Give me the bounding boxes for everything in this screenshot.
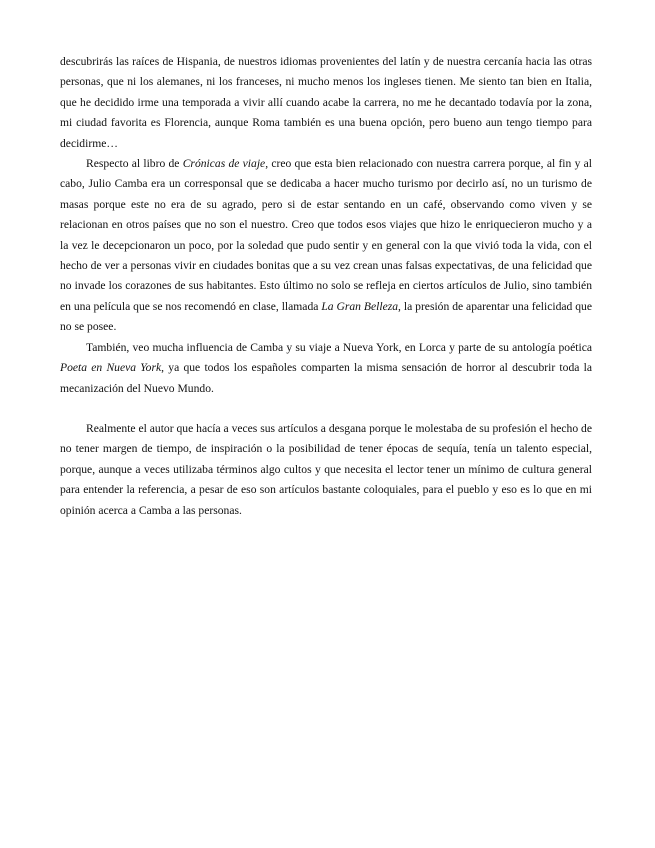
document-page xyxy=(60,52,592,521)
paragraph-1-text: descubrirás las raíces de Hispania, de nuestros idiomas provenientes del latín y de nuestra cercanía hacia las otras personas, que ni los alemanes, ni los franceses, ni mucho menos los ingleses tienen. Me siento tan bien en Italia, que he decidido irme una temporada a vivir allí cuando acabe la carrera, no me he decantado todavía por la zona, mi ciudad favorita es Florencia, aunque Roma también es una buena opción, pero bueno aun tengo tiempo para decidirme… xyxy=(60,55,592,150)
paragraph-2-text-e: , la presión de aparentar una felicidad que no se posee. xyxy=(60,299,592,334)
book-title-poeta: Poeta en Nueva York xyxy=(60,361,162,375)
paragraph-1 xyxy=(60,52,592,154)
paragraph-4-text: Realmente el autor que hacía a veces sus artículos a desgana porque le molestaba de su profesión el hecho de no tener margen de tiempo, de inspiración o la posibilidad de tener épocas de sequía, tenía un talento especial, porque, aunque a veces utilizaba términos algo cultos y que necesita el lector tener un mínimo de cultura general para entender la referencia, a pesar de eso son artículos bastante coloquiales, para el pueblo y eso es lo que en mi opinión acerca a Camba a las personas. xyxy=(60,421,592,517)
paragraph-3-text-c: , ya que todos los españoles comparten la misma sensación de horror al descubrir toda la mecanización del Nuevo Mundo. xyxy=(60,361,592,395)
paragraph-2 xyxy=(60,154,592,338)
paragraph-4 xyxy=(60,419,592,521)
film-title-gran-belleza: La Gran Belleza xyxy=(321,299,399,313)
paragraph-3 xyxy=(60,338,592,399)
paragraph-2-text-a: Respecto al libro de xyxy=(86,157,183,171)
paragraph-3-text-a: También, veo mucha influencia de Camba y su viaje a Nueva York, en Lorca y parte de su antología poética xyxy=(86,340,592,354)
paragraph-2-text-c: , creo que esta bien relacionado con nuestra carrera porque, al fin y al cabo, Julio Camba era un corresponsal que se dedicaba a hacer mucho turismo por decirlo así, no un turismo de masas porque este no era de su agrado, pero si de estar sentando en un café, observando como viven y se relacionan en otros países que no son el nuestro. Creo que todos esos viajes que hizo le enriquecieron mucho y a la vez le decepcionaron un poco, por la soledad que pudo sentir y en general con la que vivió toda la vida, con el hecho de ver a personas vivir en ciudades bonitas que a su vez crean unas falsas expectativas, de una felicidad que no invade los corazones de sus habitantes. Esto último no solo se refleja en ciertos artículos de Julio, sino también en una película que se nos recomendó en clase, llamada xyxy=(60,157,592,313)
book-title-cronicas: Crónicas de viaje xyxy=(182,157,266,171)
